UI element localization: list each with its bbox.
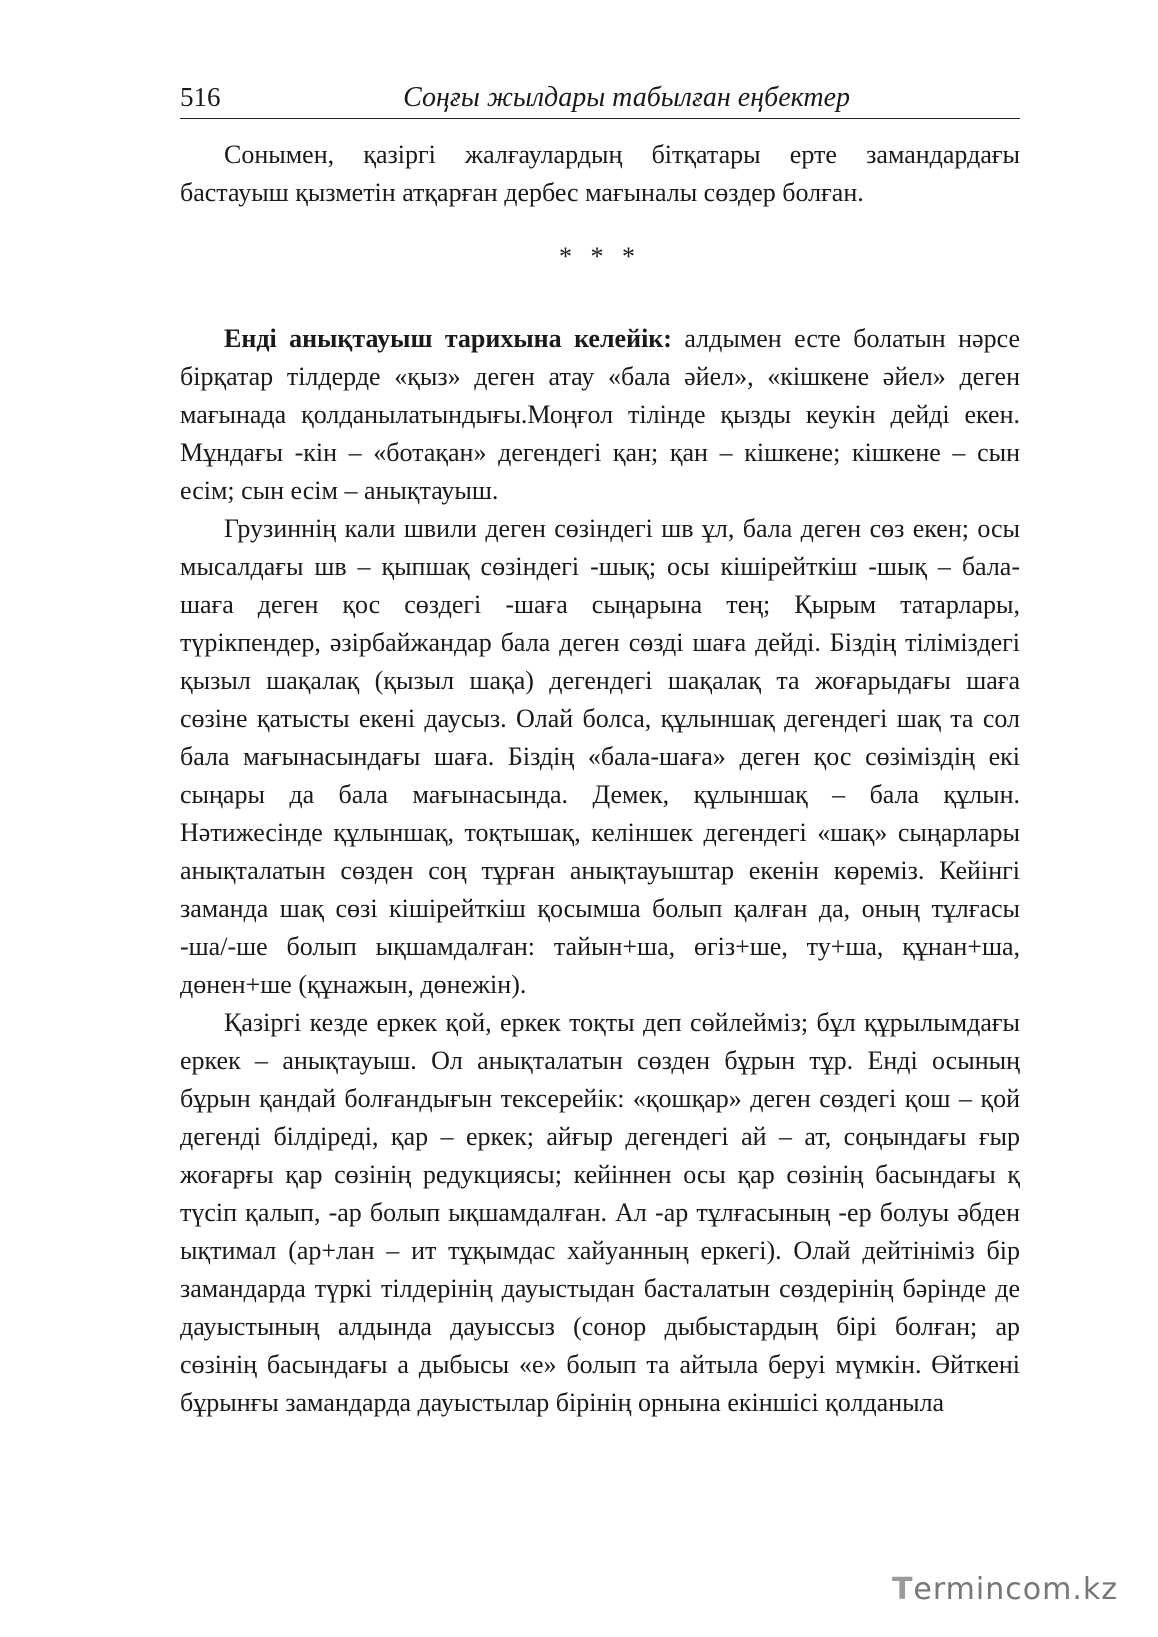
section-separator: * * * xyxy=(559,242,641,271)
watermark-text: ermincom.kz xyxy=(913,1572,1118,1607)
paragraph-4: Қазіргі кезде еркек қой, еркек тоқты деп сөйлейміз; бұл құрылымдағы еркек – анықтауыш. Ол анықталатын сөзден бұрын тұр. Енді осының бұрын қандай болғандығын тексерейік: «қошқар» деген сөздегі қош – қой дегенді білдіреді, қар – еркек; айғыр дегендегі ай – ат, соңындағы ғыр жоғарғы қар сөзінің редукциясы; кейіннен осы қар сөзінің басындағы қ түсіп қалып, -ар болып ықшамдалған. Ал -ар тұлғасының -ер болуы әбден ықтимал (ар+лан – ит тұқымдас хайуанның еркегі). Олай дейтініміз бір замандарда түркі тілдерінің дауыстыдан басталатын сөздерінің бәрінде де дауыстының алдында дауыссыз (сонор дыбыстардың бірі болған; ар сөзінің басындағы а дыбысы «е» болып та айтыла беруі мүмкін. Өйткені бұрынғы замандарда дауыстылар бірінің орнына екіншісі қолданыла xyxy=(180,1008,1020,1417)
paragraph-2 xyxy=(180,320,1020,510)
paragraph-1: Сонымен, қазіргі жалғаулардың бітқатары ерте замандардағы бастауыш қызметін атқарған дербес мағыналы сөздер болған. xyxy=(180,140,1020,207)
paragraph-2-lead: Енді анықтауыш тарихына келейік: xyxy=(224,324,672,353)
page-header xyxy=(180,80,1020,119)
body-text xyxy=(180,136,1020,1422)
page-number: 516 xyxy=(180,82,221,112)
paragraph-3: Грузиннің кали швили деген сөзіндегі шв ұл, бала деген сөз екен; осы мысалдағы шв – қыпшақ сөзіндегі -шық; осы кішірейткіш -шық – бала-шаға деген қос сөздегі -шаға сыңарына тең; Қырым татарлары, түрікпендер, әзірбайжандар бала деген сөзді шаға дейді. Біздің тіліміздегі қызыл шақалақ (қызыл шақа) дегендегі шақалақ та жоғарыдағы шаға сөзіне қатысты екені даусыз. Олай болса, құлыншақ дегендегі шақ та сол бала мағынасындағы шаға. Біздің «бала-шаға» деген қос сөзіміздің екі сыңары да бала мағынасында. Демек, құлыншақ – бала құлын. Нәтижесінде құлыншақ, тоқтышақ, келіншек дегендегі «шақ» сыңарлары анықталатын сөзден соң тұрған анықтауыштар екенін көреміз. Кейінгі заманда шақ сөзі кішірейткіш қосымша болып қалған да, оның тұлғасы -ша/-ше болып ықшамдалған: тайын+ша, өгіз+ше, ту+ша, құнан+ша, дөнен+ше (құнажын, дөнежін). xyxy=(180,514,1020,999)
site-watermark xyxy=(892,1572,1118,1607)
running-title: Соңғы жылдары табылған еңбектер xyxy=(403,82,850,113)
watermark-logo-mark: T xyxy=(891,1572,914,1607)
paragraph-2-text: алдымен есте болатын нәрсе бірқатар тілдерде «қыз» деген атау «бала әйел», «кішкене әйел» деген мағынада қолданылатындығы.Моңғол тілінде қызды кеукін дейді екен. Мұндағы -кін – «ботақан» дегендегі қан; қан – кішкене; кішкене – сын есім; сын есім – анықтауыш. xyxy=(180,324,1020,505)
